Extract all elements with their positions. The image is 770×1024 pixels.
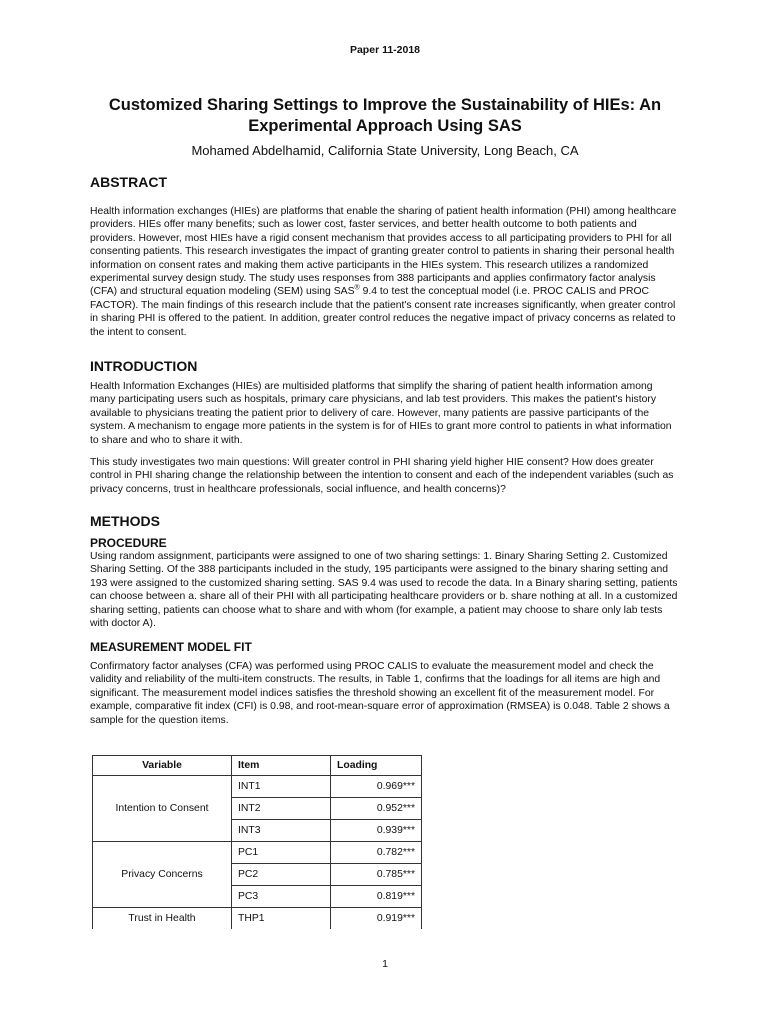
page-number: 1: [382, 958, 388, 970]
abstract-text: [90, 205, 680, 339]
table-row: [93, 908, 422, 930]
item-cell: INT3: [232, 820, 331, 842]
loading-cell: 0.939***: [331, 820, 422, 842]
abstract-text-part-2: 9.4 to test the conceptual model (i.e. PROC CALIS and PROC FACTOR). The main findings of this research include that the patient's consent rate increases significantly, when greater control in sharing PHI is offered to the patient. In addition, greater control reduces the negative impact of privacy concerns as related to the intent to consent.: [90, 286, 676, 338]
author-line: Mohamed Abdelhamid, California State University, Long Beach, CA: [191, 143, 579, 158]
header-variable: Variable: [93, 756, 232, 776]
abstract-text-part-1: Health information exchanges (HIEs) are platforms that enable the sharing of patient health information (PHI) among healthcare providers. HIEs offer many benefits; such as lower cost, faster services, and better health outcome to both patients and providers. However, most HIEs have a rigid consent mechanism that provides access to all participating providers to PHI for all consenting patients. This research investigates the impact of granting greater control to patients in sharing their personal health information on consent rates and making them active participants in the HIEs system. This research utilizes a randomized experimental survey design study. The study uses responses from 388 participants and applies confirmatory factor analysis (CFA) and structural equation modeling (SEM) using SAS: [90, 206, 677, 298]
introduction-heading: INTRODUCTION: [90, 358, 198, 374]
table-row: [93, 776, 422, 798]
header-item: Item: [232, 756, 331, 776]
item-cell: INT2: [232, 798, 331, 820]
paper-title: [90, 95, 680, 137]
measurement-model-fit-text: Confirmatory factor analyses (CFA) was performed using PROC CALIS to evaluate the measurement model and check the validity and reliability of the multi-item constructs. The results, in Table 1, confirms that the loadings for all items are high and significant. The measurement model indices satisfies the threshold showing an excellent fit of the measurement model. For example, comparative fit index (CFI) is 0.98, and root-mean-square error of approximation (RMSEA) is 0.048. Table 2 shows a sample for the question items.: [90, 661, 670, 726]
loading-cell: 0.952***: [331, 798, 422, 820]
variable-cell: Privacy Concerns: [93, 842, 232, 908]
loading-cell: 0.819***: [331, 886, 422, 908]
loading-cell: 0.785***: [331, 864, 422, 886]
item-cell: PC3: [232, 886, 331, 908]
variable-cell: Trust in Health: [93, 908, 232, 930]
title-line-1: Customized Sharing Settings to Improve the Sustainability of HIEs: An: [108, 96, 662, 114]
variable-cell: Intention to Consent: [93, 776, 232, 842]
paper-id: Paper 11-2018: [349, 44, 421, 56]
introduction-paragraph-1: Health Information Exchanges (HIEs) are multisided platforms that simplify the sharing of patient health information among many participating users such as hospitals, primary care physicians, and lab test providers. This makes the patient's history available to physicians treating the patient prior to delivery of care. However, many patients are passive participants of the system. A mechanism to engage more patients in the system is for of HIEs to grant more control to patients in what information to share and who to share it with.: [90, 381, 672, 446]
loading-cell: 0.919***: [331, 908, 422, 930]
loadings-table: [92, 755, 422, 929]
introduction-paragraph-2: This study investigates two main questions: Will greater control in PHI sharing yield higher HIE consent? How does greater control in PHI sharing change the relationship between the intention to consent and each of the independent variables (such as privacy concerns, trust in healthcare professionals, social influence, and health concerns)?: [90, 457, 674, 495]
item-cell: PC1: [232, 842, 331, 864]
loading-cell: 0.969***: [331, 776, 422, 798]
item-cell: INT1: [232, 776, 331, 798]
header-loading: Loading: [331, 756, 422, 776]
abstract-heading: ABSTRACT: [90, 174, 167, 190]
loading-cell: 0.782***: [331, 842, 422, 864]
procedure-text: Using random assignment, participants were assigned to one of two sharing settings: 1. Binary Sharing Setting 2. Customized Sharing Setting. Of the 388 participants included in the study, 195 participants were assigned to the binary sharing setting and 193 were assigned to the customized sharing setting. SAS 9.4 was used to recode the data. In a Binary sharing setting, patients can choose between a. share all of their PHI with all participating healthcare providers or b. share nothing at all. In a customized sharing setting, patients can choose what to share and with whom (for example, a patient may choose to share only lab tests with doctor A).: [90, 551, 678, 630]
registered-mark: ®: [354, 284, 360, 292]
title-line-2: Experimental Approach Using SAS: [248, 117, 522, 135]
table-row: [93, 842, 422, 864]
item-cell: THP1: [232, 908, 331, 930]
methods-heading: METHODS: [90, 513, 160, 529]
procedure-heading: PROCEDURE: [90, 536, 167, 550]
item-cell: PC2: [232, 864, 331, 886]
measurement-model-fit-heading: MEASUREMENT MODEL FIT: [90, 640, 252, 654]
table-header-row: [93, 756, 422, 776]
